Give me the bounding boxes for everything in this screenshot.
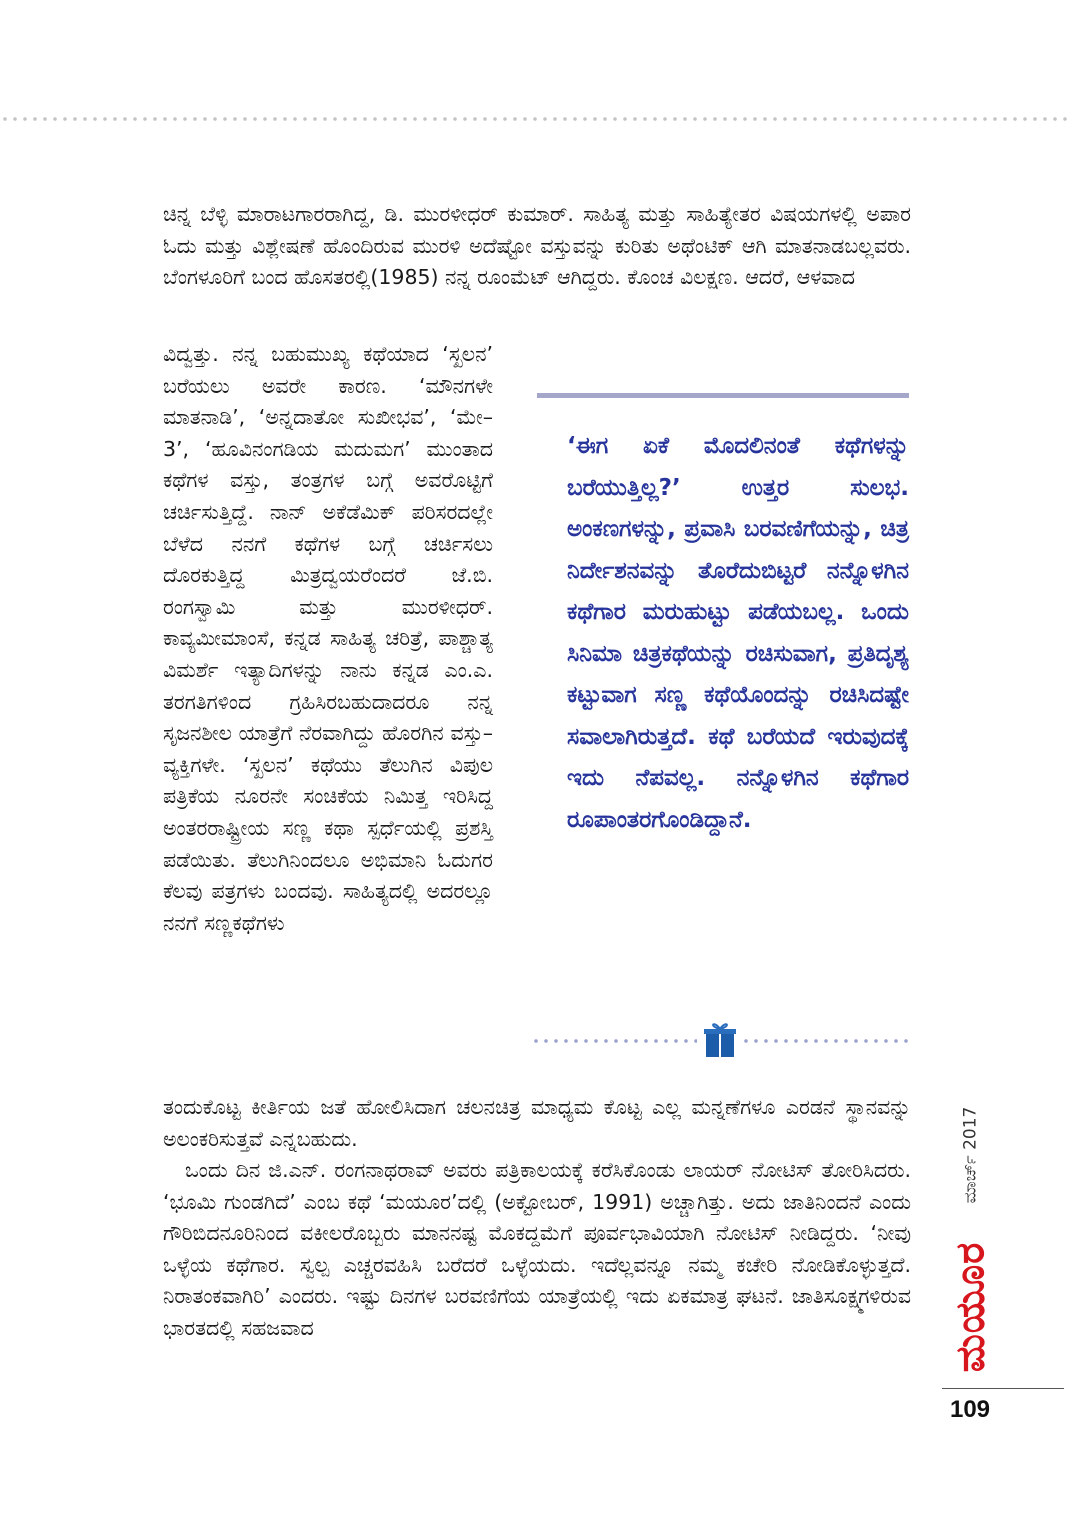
issue-date: ಮಾರ್ಚ್ 2017 xyxy=(960,1106,981,1204)
pull-quote-top-rule xyxy=(537,393,909,398)
sidebar-masthead xyxy=(940,1090,1000,1380)
continuation-paragraph: ತಂದುಕೊಟ್ಟ ಕೀರ್ತಿಯ ಜತೆ ಹೋಲಿಸಿದಾಗ ಚಲನಚಿತ್ರ ಮಾಧ್ಯಮ ಕೊಟ್ಟ ಎಲ್ಲ ಮನ್ನಣೆಗಳೂ ಎರಡನೆ ಸ್ಥಾನವನ್ನು ಅಲಂಕರಿಸುತ್ತವೆ ಎನ್ನಬಹುದು. xyxy=(163,1095,911,1151)
gift-icon xyxy=(704,1020,736,1058)
top-dotted-rule xyxy=(0,116,1072,122)
page-number: 109 xyxy=(949,1396,991,1423)
pull-quote: ‘ಈಗ ಏಕೆ ಮೊದಲಿನಂತೆ ಕಥೆಗಳನ್ನು ಬರೆಯುತ್ತಿಲ್ಲ?’ ಉತ್ತರ ಸುಲಭ. ಅಂಕಣಗಳನ್ನು, ಪ್ರವಾಸಿ ಬರವಣಿಗೆಯನ್ನು, ಚಿತ್ರ ನಿರ್ದೇಶನವನ್ನು ತೊರೆದುಬಿಟ್ಟರೆ ನನ್ನೊಳಗಿನ ಕಥೆಗಾರ ಮರುಹುಟ್ಟು ಪಡೆಯಬಲ್ಲ. ಒಂದು ಸಿನಿಮಾ ಚಿತ್ರಕಥೆಯನ್ನು ರಚಿಸುವಾಗ, ಪ್ರತಿದೃಶ್ಯ ಕಟ್ಟುವಾಗ ಸಣ್ಣ ಕಥೆಯೊಂದನ್ನು ರಚಿಸಿದಷ್ಟೇ ಸವಾಲಾಗಿರುತ್ತದೆ. ಕಥೆ ಬರೆಯದೆ ಇರುವುದಕ್ಕೆ ಇದು ನೆಪವಲ್ಲ. ನನ್ನೊಳಗಿನ ಕಥೆಗಾರ ರೂಪಾಂತರಗೊಂಡಿದ್ದಾನೆ. xyxy=(567,433,909,833)
page-number-rule xyxy=(942,1388,1064,1389)
magazine-logo: ಮಯೂರ xyxy=(947,1241,993,1373)
column-paragraph: ವಿದ್ವತ್ತು. ನನ್ನ ಬಹುಮುಖ್ಯ ಕಥೆಯಾದ ‘ಸ್ಖಲನ’ ಬರೆಯಲು ಅವರೇ ಕಾರಣ. ‘ಮೌನಗಳೇ ಮಾತನಾಡಿ’, ‘ಅನ್ನದಾತೋ ಸುಖೀಭವ’, ‘ಮೇ–3’, ‘ಹೂವಿನಂಗಡಿಯ ಮದುಮಗ’ ಮುಂತಾದ ಕಥೆಗಳ ವಸ್ತು, ತಂತ್ರಗಳ ಬಗ್ಗೆ ಅವರೊಟ್ಟಿಗೆ ಚರ್ಚಿಸುತ್ತಿದ್ದೆ. ನಾನ್ ಅಕೆಡೆಮಿಕ್ ಪರಿಸರದಲ್ಲೇ ಬೆಳೆದ ನನಗೆ ಕಥೆಗಳ ಬಗ್ಗೆ ಚರ್ಚಿಸಲು ದೊರಕುತ್ತಿದ್ದ ಮಿತ್ರದ್ವಯರೆಂದರೆ ಜೆ.ಬಿ. ರಂಗಸ್ವಾಮಿ ಮತ್ತು ಮುರಳೀಧರ್. ಕಾವ್ಯಮೀಮಾಂಸೆ, ಕನ್ನಡ ಸಾಹಿತ್ಯ ಚರಿತ್ರೆ, ಪಾಶ್ಚಾತ್ಯ ವಿಮರ್ಶೆ ಇತ್ಯಾದಿಗಳನ್ನು ನಾನು ಕನ್ನಡ ಎಂ.ಎ. ತರಗತಿಗಳಿಂದ ಗ್ರಹಿಸಿರಬಹುದಾದರೂ ನನ್ನ ಸೃಜನಶೀಲ ಯಾತ್ರೆಗೆ ನೆರವಾಗಿದ್ದು ಹೊರಗಿನ ವಸ್ತು– ವ್ಯಕ್ತಿಗಳೇ. ‘ಸ್ಖಲನ’ ಕಥೆಯು ತೆಲುಗಿನ ವಿಪುಲ ಪತ್ರಿಕೆಯ ನೂರನೇ ಸಂಚಿಕೆಯ ನಿಮಿತ್ತ ಇರಿಸಿದ್ದ ಅಂತರರಾಷ್ಟ್ರೀಯ ಸಣ್ಣ ಕಥಾ ಸ್ಪರ್ಧೆಯಲ್ಲಿ ಪ್ರಶಸ್ತಿ ಪಡೆಯಿತು. ತೆಲುಗಿನಿಂದಲೂ ಅಭಿಮಾನಿ ಓದುಗರ ಕೆಲವು ಪತ್ರಗಳು ಬಂದವು. ಸಾಹಿತ್ಯದಲ್ಲಿ ಅದರಲ್ಲೂ ನನಗೆ ಸಣ್ಣಕಥೆಗಳು xyxy=(163,342,493,935)
final-paragraph: ಒಂದು ದಿನ ಜಿ.ಎನ್. ರಂಗನಾಥರಾವ್ ಅವರು ಪತ್ರಿಕಾಲಯಕ್ಕೆ ಕರೆಸಿಕೊಂಡು ಲಾಯರ್ ನೋಟಿಸ್ ತೋರಿಸಿದರು. ‘ಭೂಮಿ ಗುಂಡಗಿದೆ’ ಎಂಬ ಕಥೆ ‘ಮಯೂರ’ದಲ್ಲಿ (ಅಕ್ಟೋಬರ್, 1991) ಅಚ್ಚಾಗಿತ್ತು. ಅದು ಜಾತಿನಿಂದನೆ ಎಂದು ಗೌರಿಬಿದನೂರಿನಿಂದ ವಕೀಲರೊಬ್ಬರು ಮಾನನಷ್ಟ ಮೊಕದ್ದಮೆಗೆ ಪೂರ್ವಭಾವಿಯಾಗಿ ನೋಟಿಸ್ ನೀಡಿದ್ದರು. ‘ನೀವು ಒಳ್ಳೆಯ ಕಥೆಗಾರ. ಸ್ವಲ್ಪ ಎಚ್ಚರವಹಿಸಿ ಬರೆದರೆ ಒಳ್ಳೆಯದು. ಇದೆಲ್ಲವನ್ನೂ ನಮ್ಮ ಕಚೇರಿ ನೋಡಿಕೊಳ್ಳುತ್ತದೆ. ನಿರಾತಂಕವಾಗಿರಿ’ ಎಂದರು. ಇಷ್ಟು ದಿನಗಳ ಬರವಣಿಗೆಯ ಯಾತ್ರೆಯಲ್ಲಿ ಇದು ಏಕಮಾತ್ರ ಘಟನೆ. ಜಾತಿಸೂಕ್ಷ್ಮಗಳಿರುವ ಭಾರತದಲ್ಲಿ ಸಹಜವಾದ xyxy=(163,1158,911,1340)
pull-quote-dotted-rule-right xyxy=(741,1038,911,1044)
pull-quote-dotted-rule-left xyxy=(531,1038,697,1044)
intro-paragraph: ಚಿನ್ನ ಬೆಳ್ಳಿ ಮಾರಾಟಗಾರರಾಗಿದ್ದ, ಡಿ. ಮುರಳೀಧರ್ ಕುಮಾರ್. ಸಾಹಿತ್ಯ ಮತ್ತು ಸಾಹಿತ್ಯೇತರ ವಿಷಯಗಳಲ್ಲಿ ಅಪಾರ ಓದು ಮತ್ತು ವಿಶ್ಲೇಷಣೆ ಹೊಂದಿರುವ ಮುರಳಿ ಅದೆಷ್ಟೋ ವಸ್ತುವನ್ನು ಕುರಿತು ಅಥೆಂಟಿಕ್ ಆಗಿ ಮಾತನಾಡಬಲ್ಲವರು. ಬೆಂಗಳೂರಿಗೆ ಬಂದ ಹೊಸತರಲ್ಲಿ(1985) ನನ್ನ ರೂಂಮೆಟ್ ಆಗಿದ್ದರು. ಕೊಂಚ ವಿಲಕ್ಷಣ. ಆದರೆ, ಆಳವಾದ xyxy=(163,202,911,290)
